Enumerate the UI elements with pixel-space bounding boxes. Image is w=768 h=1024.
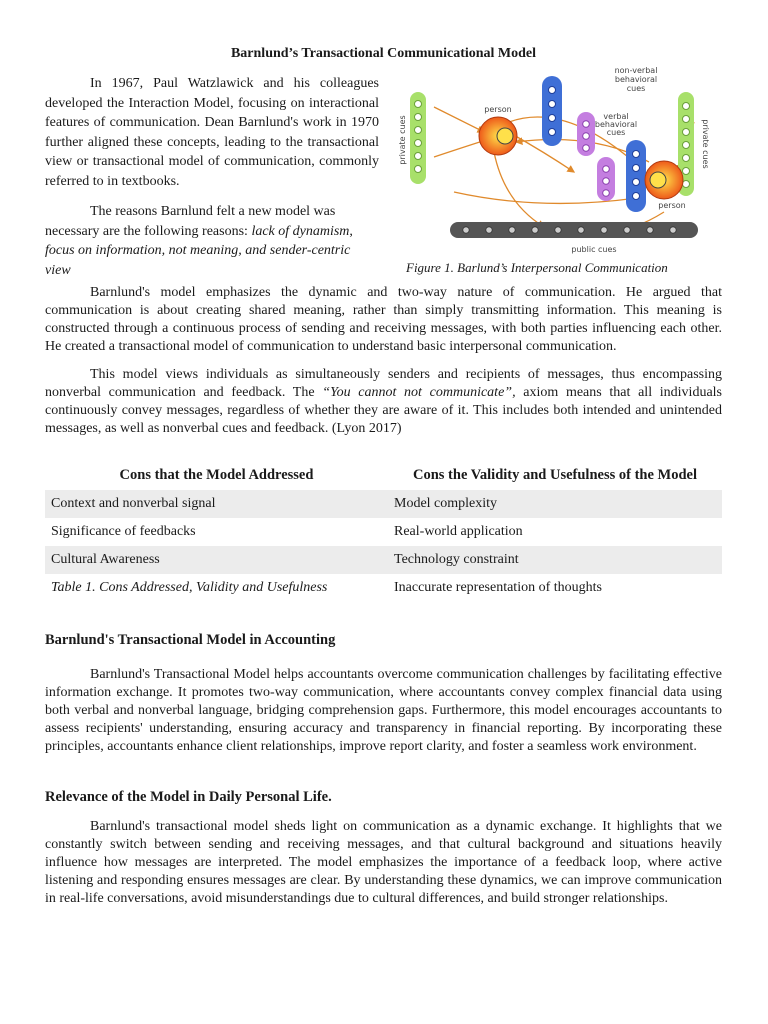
cue-dot xyxy=(549,87,556,94)
intro-p2-sep1: , xyxy=(349,223,353,239)
person-left-core xyxy=(497,128,513,144)
cue-dot xyxy=(683,168,690,175)
cue-dot xyxy=(463,227,469,233)
person-right-core xyxy=(650,172,666,188)
cue-dot xyxy=(633,151,640,158)
heading-accounting: Barnlund's Transactional Model in Accounting xyxy=(45,632,336,648)
daily-life-section xyxy=(45,818,722,908)
table-cell: Context and nonverbal signal xyxy=(45,490,388,518)
table-cell: Real-world application xyxy=(394,524,523,539)
cue-dot xyxy=(415,166,422,173)
label-private-right: private cues xyxy=(701,119,710,169)
cue-dot xyxy=(578,227,584,233)
cue-dot xyxy=(647,227,653,233)
arrow-private-lower xyxy=(434,140,486,157)
paragraph-daily-life: Barnlund's transactional model sheds light on communication as a dynamic exchange. It highlights that we constantly switch between sending and receiving messages, and that cultural background and situations heavily influence how messages are interpreted. The model emphasizes the importance of a feedback loop, where active listening and responding ensures messages are clear. By understanding these dynamics, we can improve communication in real-life conversations, avoid misunderstandings due to cultural differences, and build stronger relationships. xyxy=(45,819,722,906)
cue-dot xyxy=(683,103,690,110)
table-row xyxy=(45,546,722,574)
diagram-svg xyxy=(394,62,714,257)
cue-dot xyxy=(415,127,422,134)
cue-dot xyxy=(633,179,640,186)
cue-dot xyxy=(603,166,610,173)
paragraph-accounting: Barnlund's Transactional Model helps accountants overcome communication challenges by facilitating effective information exchange. It promotes two-way communication, where accountants convey complex financial data using both verbal and nonverbal language, bridging comprehension gaps. Furthermore, this model encourages accountants to assess recipients' understanding, ensuring accuracy and transparency in financial reporting. By incorporating these principles, accountants enhance client relationships, improve report clarity, and foster a seamless work environment. xyxy=(45,667,722,754)
cue-dot xyxy=(415,140,422,147)
table-cell: Model complexity xyxy=(388,490,722,518)
para2-start: This model views individuals as simultaneously senders and recipients of messages, thus encompassing nonverbal communication and feedback. The xyxy=(45,367,722,400)
label-private-left: private cues xyxy=(398,115,407,165)
intro-paragraph-2 xyxy=(45,202,379,280)
cue-dot xyxy=(633,193,640,200)
label-person-left: person xyxy=(484,105,512,114)
table-header-addressed: Cons that the Model Addressed xyxy=(119,466,314,483)
cue-dot xyxy=(603,190,610,197)
label-nonverbal-3: cues xyxy=(626,84,646,93)
cue-dot xyxy=(583,145,590,152)
model-views-section xyxy=(45,366,722,438)
cue-dot xyxy=(549,129,556,136)
cue-dot xyxy=(532,227,538,233)
table-caption: Table 1. Cons Addressed, Validity and Usefulness xyxy=(51,580,328,595)
label-nonverbal-2: behavioral xyxy=(614,75,658,84)
figure-caption: Figure 1. Barlund’s Interpersonal Communication xyxy=(406,260,668,275)
accounting-section xyxy=(45,666,722,756)
table-header-row xyxy=(45,460,722,490)
para2-end: axiom means that all individuals continuously convey messages, regardless of whether they are aware of it. This includes both intended and unintended messages, as well as nonverbal cues and feedback. (Lyon 2017) xyxy=(45,385,722,436)
table-cell: Significance of feedbacks xyxy=(51,524,196,539)
cue-dot xyxy=(415,101,422,108)
cue-dot xyxy=(486,227,492,233)
cue-dot xyxy=(633,165,640,172)
cons-table xyxy=(45,460,722,602)
cue-dot xyxy=(683,129,690,136)
cue-dot xyxy=(683,142,690,149)
table-cell: Cultural Awareness xyxy=(45,546,388,574)
label-verbal-2: behavioral xyxy=(594,120,638,129)
arrow-private-to-person xyxy=(434,107,484,132)
label-person-right: person xyxy=(658,201,686,210)
cue-dot xyxy=(549,101,556,108)
arrow-long xyxy=(454,192,644,203)
cue-dot xyxy=(683,181,690,188)
table-row xyxy=(45,490,722,518)
paragraph-model-views xyxy=(45,366,722,438)
cue-dot xyxy=(603,178,610,185)
axiom-quote: “You cannot not communicate”, xyxy=(322,385,516,400)
table-row xyxy=(45,574,722,602)
intro-p2-start: The reasons Barnlund felt a new model was necessary are the following reasons: xyxy=(45,204,336,239)
label-verbal-3: cues xyxy=(606,128,626,137)
paragraph-model-emphasis: Barnlund's model emphasizes the dynamic and two-way nature of communication. He argued that communication is about creating shared meaning, rather than simply transmitting information. This meaning is constructed through a continuous process of sending and receiving messages, with both parties influencing each other. He created a transactional model of communication to understand basic interpersonal communication. xyxy=(45,285,722,354)
intro-section xyxy=(45,74,379,280)
barnlund-diagram xyxy=(394,62,714,275)
reason-sender-centric: sender-centric view xyxy=(45,243,351,278)
cue-dot xyxy=(624,227,630,233)
cue-dot xyxy=(683,116,690,123)
cue-dot xyxy=(583,133,590,140)
document-title: Barnlund’s Transactional Communicational Model xyxy=(230,46,537,61)
verbal-top-dots xyxy=(583,121,590,152)
table-cell: Inaccurate representation of thoughts xyxy=(394,580,602,595)
label-public-cues: public cues xyxy=(571,245,617,254)
cue-dot xyxy=(415,114,422,121)
reason-lack-of-dynamism: lack of dynamism xyxy=(251,223,350,239)
cue-dot xyxy=(583,121,590,128)
cue-dot xyxy=(601,227,607,233)
cue-dot xyxy=(683,155,690,162)
cue-dot xyxy=(555,227,561,233)
cons-table-wrapper xyxy=(45,460,722,602)
cue-dot xyxy=(509,227,515,233)
heading-daily-life: Relevance of the Model in Daily Personal Life. xyxy=(45,789,332,805)
table-row xyxy=(45,518,722,546)
intro-paragraph-1: In 1967, Paul Watzlawick and his colleagues developed the Interaction Model, focusing on interactional features of communication. Dean Barnlund's work in 1970 further aligned these concepts, leading to the transactional view or transactional model of communication, commonly referred to in textbooks. xyxy=(45,76,379,189)
table-header-validity: Cons the Validity and Usefulness of the Model xyxy=(413,466,697,483)
cue-dot xyxy=(549,115,556,122)
model-emphasis-section xyxy=(45,284,722,356)
table-cell: Technology constraint xyxy=(388,546,722,574)
verbal-bottom-dots xyxy=(603,166,610,197)
cue-dot xyxy=(670,227,676,233)
label-nonverbal-1: non-verbal xyxy=(614,66,658,75)
arrow-down-left xyxy=(494,152,544,227)
cue-dot xyxy=(415,153,422,160)
label-verbal-1: verbal xyxy=(603,112,629,121)
intro-p2-sep2: , and xyxy=(238,243,270,258)
reason-focus-on-information: focus on information, not meaning xyxy=(45,243,239,258)
